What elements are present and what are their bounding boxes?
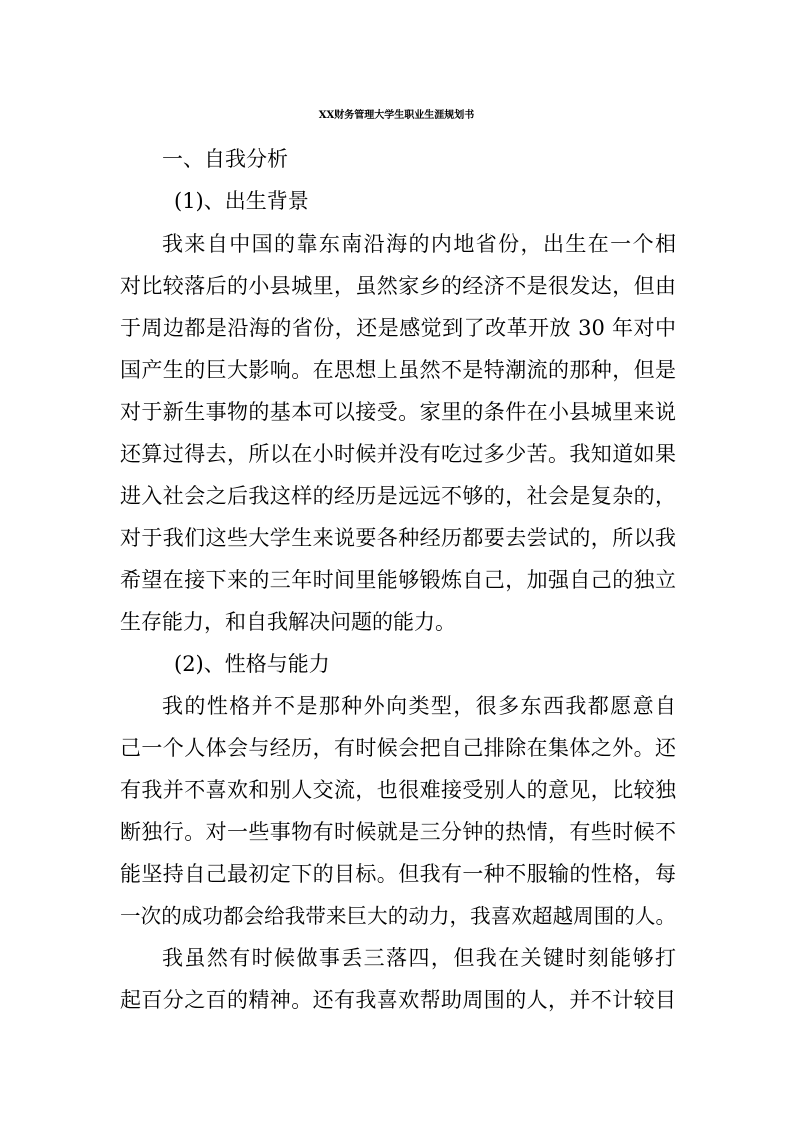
paragraph-line: 国产生的巨大影响。在思想上虽然不是特潮流的那种，但是	[120, 358, 676, 382]
paragraph-line: 还算过得去，所以在小时候并没有吃过多少苦。我知道如果	[120, 442, 676, 466]
paragraph-line: 我的性格并不是那种外向类型，很多东西我都愿意自	[162, 694, 676, 718]
paragraph-line: 己一个人体会与经历，有时候会把自己排除在集体之外。还	[120, 736, 676, 760]
paragraph-line: 对比较落后的小县城里，虽然家乡的经济不是很发达，但由	[120, 274, 676, 298]
document-title: XX财务管理大学生职业生涯规划书	[318, 110, 475, 121]
paragraph-line: 我虽然有时候做事丢三落四，但我在关键时刻能够打	[162, 946, 676, 970]
section-heading-self-analysis: 一、自我分析	[162, 147, 288, 171]
paragraph-line: 起百分之百的精神。还有我喜欢帮助周围的人，并不计较目	[120, 988, 676, 1012]
paragraph-line: 希望在接下来的三年时间里能够锻炼自己，加强自己的独立	[120, 568, 676, 592]
paragraph-line: 能坚持自己最初定下的目标。但我有一种不服输的性格，每	[120, 862, 676, 886]
paragraph-line: 断独行。对一些事物有时候就是三分钟的热情，有些时候不	[120, 820, 676, 844]
subsection-heading-background: (1)、出生背景	[174, 189, 309, 213]
paragraph-line: 我来自中国的靠东南沿海的内地省份，出生在一个相	[162, 232, 676, 256]
paragraph-line: 一次的成功都会给我带来巨大的动力，我喜欢超越周围的人。	[120, 904, 676, 928]
paragraph-line: 进入社会之后我这样的经历是远远不够的，社会是复杂的，	[120, 484, 676, 508]
subsection-heading-personality: (2)、性格与能力	[174, 652, 330, 676]
paragraph-line: 有我并不喜欢和别人交流，也很难接受别人的意见，比较独	[120, 778, 676, 802]
paragraph-line: 于周边都是沿海的省份，还是感觉到了改革开放 30 年对中	[120, 316, 676, 340]
paragraph-line: 对于新生事物的基本可以接受。家里的条件在小县城里来说	[120, 400, 676, 424]
paragraph-line: 生存能力，和自我解决问题的能力。	[120, 610, 456, 634]
paragraph-line: 对于我们这些大学生来说要各种经历都要去尝试的，所以我	[120, 526, 676, 550]
